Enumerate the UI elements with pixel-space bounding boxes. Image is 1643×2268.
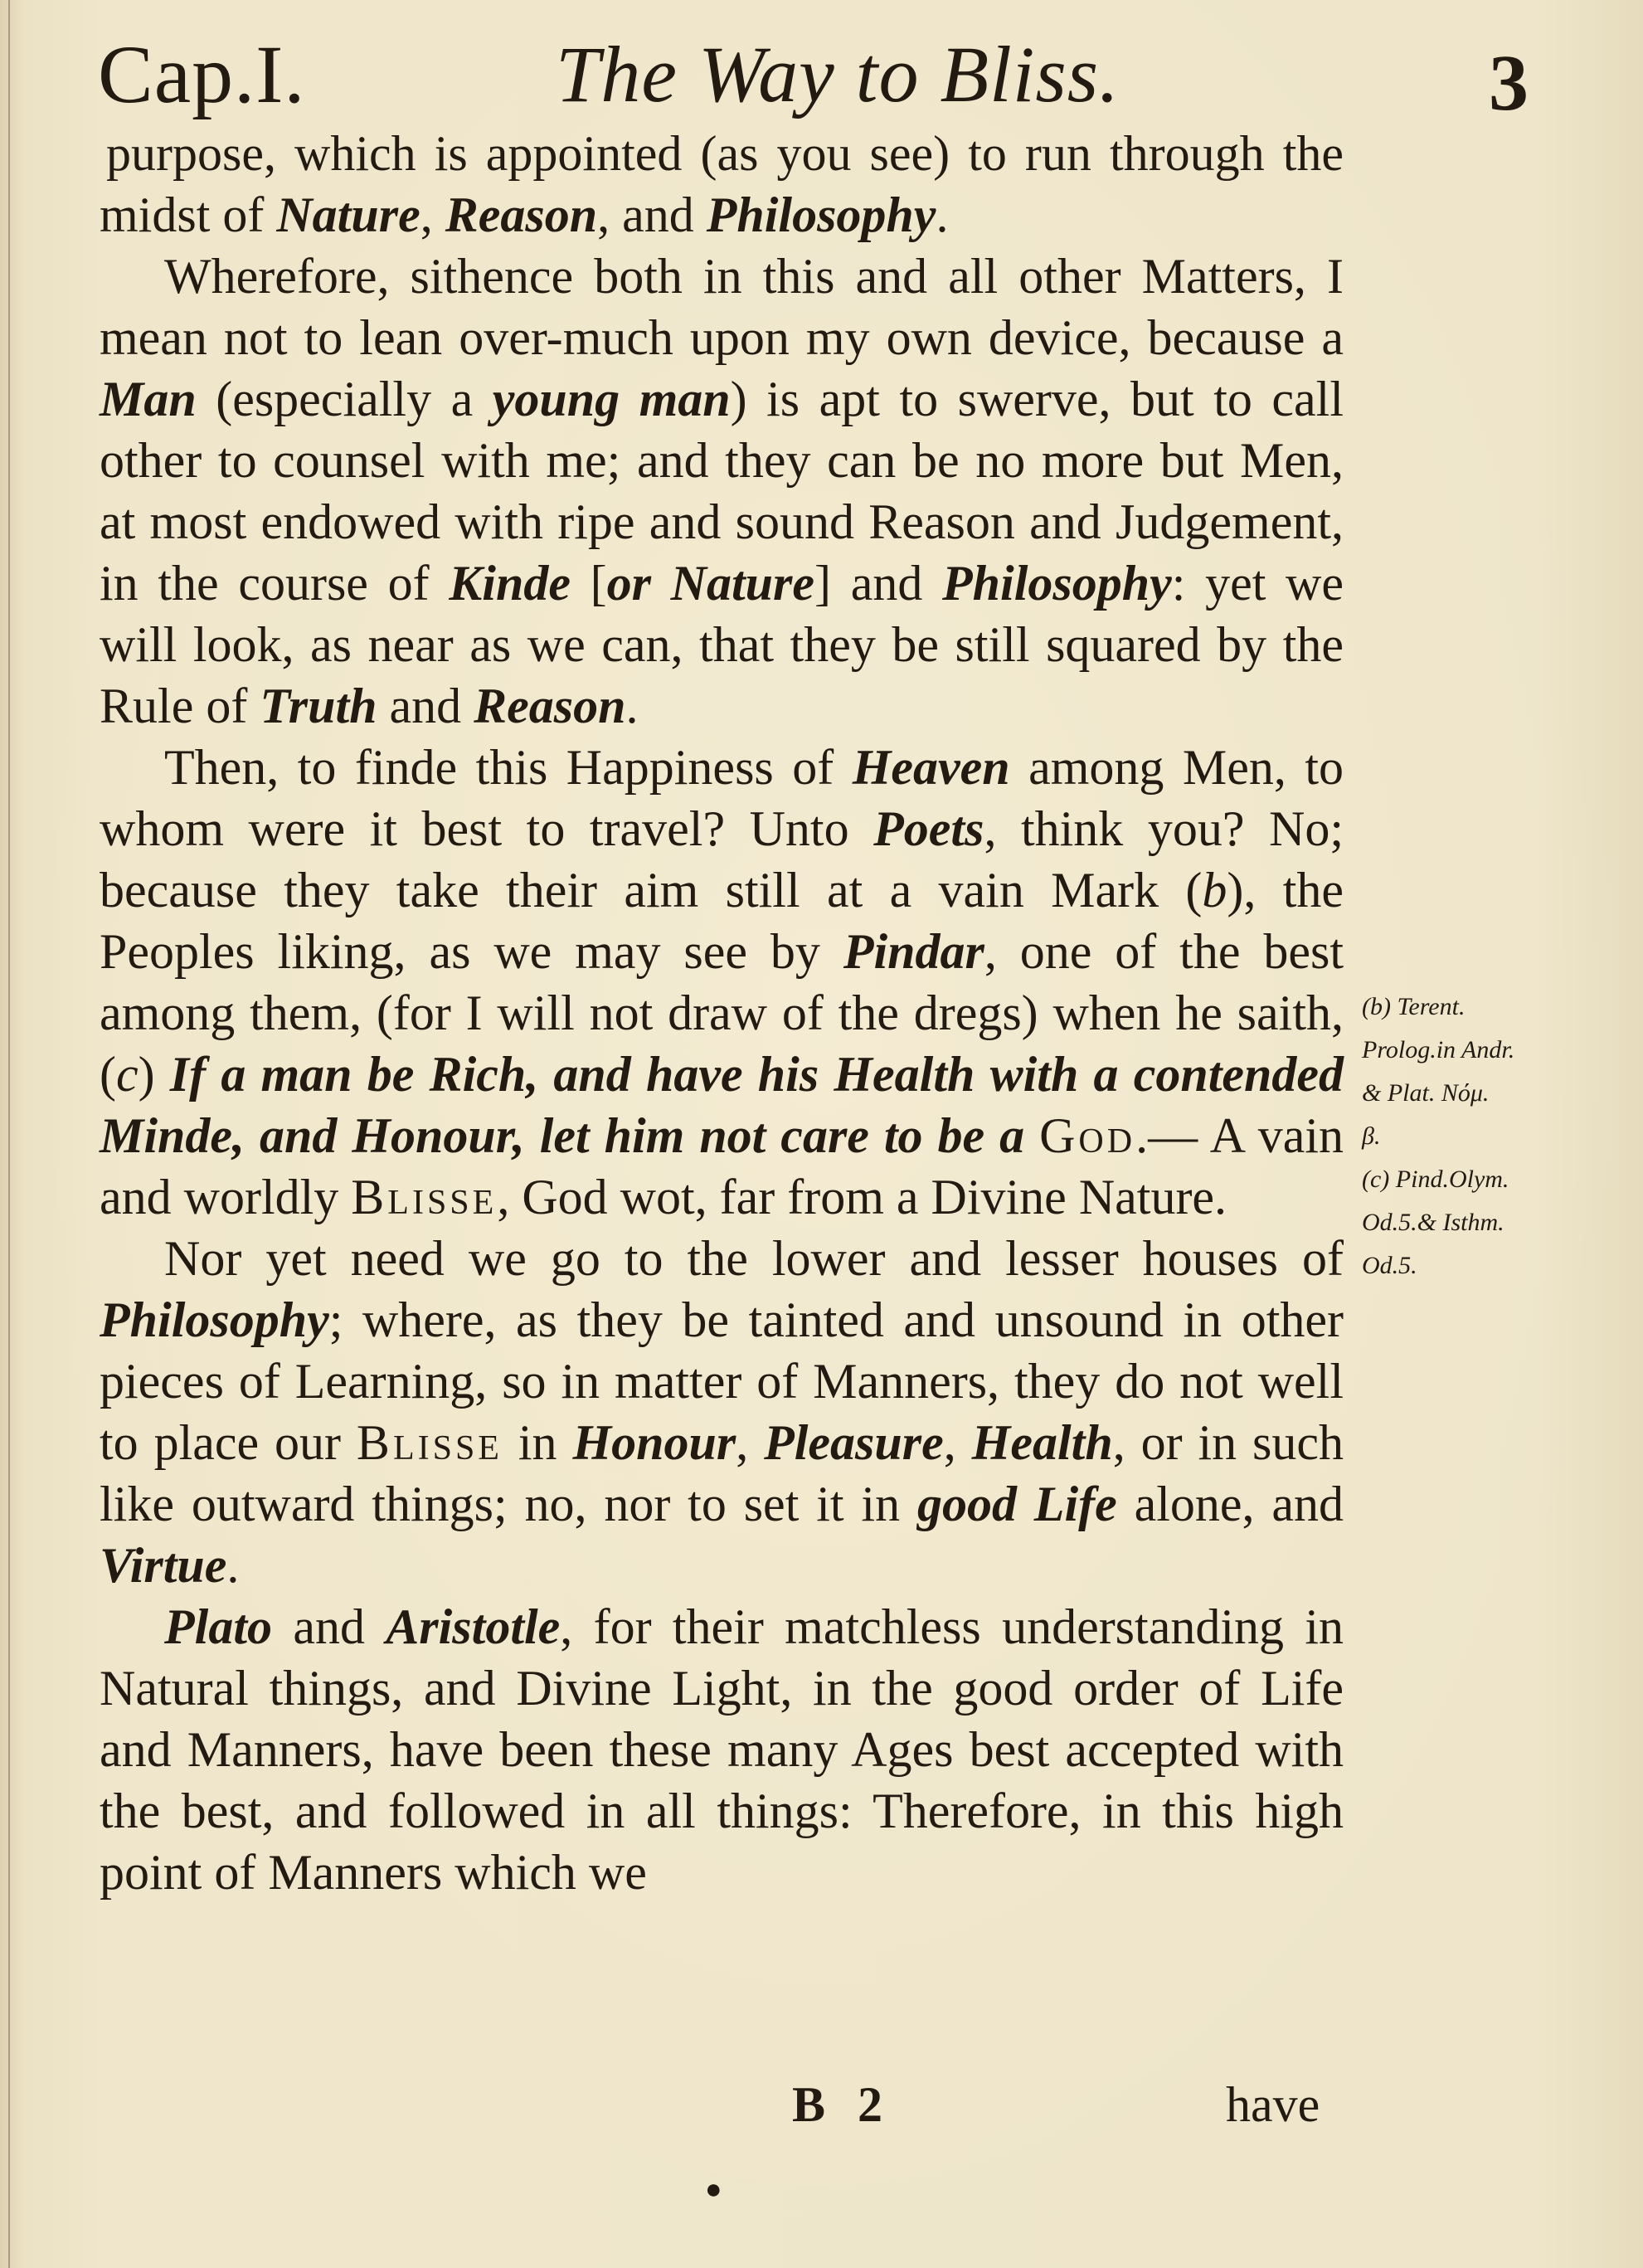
chapter-label: Cap.I.	[98, 28, 306, 120]
margin-note-c-line-2: Od.5.& Isthm.	[1362, 1209, 1504, 1236]
paragraph-1: purpose, which is appointed (as you see) to run through the midst of Nature, Reason, and Philosophy.	[100, 126, 1344, 242]
paragraph-2: Wherefore, sithence both in this and all other Matters, I mean not to lean over-much upon my own device, because a Man (especially a young man) is apt to swerve, but to call other to counsel with me; and they can be no more but Men, at most endowed with ripe and sound Reason and Judgement, in the course of Kinde [or Nature] and Philosophy: yet we will look, as near as we can, that they be still squared by the Rule of Truth and Reason.	[100, 249, 1344, 733]
paragraph-4: Nor yet need we go to the lower and lesser houses of Philosophy; where, as they be tainted and unsound in other pieces of Learning, so in matter of Manners, they do not well to place our Blisse in Honour, Pleasure, Health, or in such like outward things; no, nor to set it in good Life alone, and Virtue.	[100, 1231, 1344, 1593]
running-title: The Way to Bliss.	[556, 30, 1120, 119]
page-number: 3	[1489, 38, 1529, 127]
signature-mark: B 2	[792, 2077, 893, 2132]
margin-note-b-line-2: Prolog.in Andr.	[1362, 1036, 1515, 1063]
ink-dot-icon: ●	[705, 2174, 722, 2205]
margin-note-b-line-4: β.	[1362, 1122, 1381, 1150]
footnote-ref-b: b	[1202, 863, 1227, 917]
margin-note-b-line-1: (b) Terent.	[1362, 993, 1466, 1020]
pindar-quote: If a man be Rich, and have his Health with a contended Minde, and Honour, let him not care to be a	[100, 1047, 1344, 1163]
margin-note-c-line-1: (c) Pind.Olym.	[1362, 1166, 1509, 1193]
footnote-ref-c: c	[115, 1047, 139, 1102]
paragraph-5: Plato and Aristotle, for their matchless understanding in Natural things, and Divine Light, in the good order of Life and Manners, have been these many Ages best accepted with the best, and followed in all things: Therefore, in this high point of Manners which we	[100, 1599, 1344, 1900]
running-head	[0, 17, 1643, 133]
paragraph-3: Then, to finde this Happiness of Heaven among Men, to whom were it best to travel? Unto Poets, think you? No; because they take their aim still at a vain Mark (b), the Peoples liking, as we may see by Pindar, one of the best among them, (for I will not draw of the dregs) when he saith, (c) If a man be Rich, and have his Health with a contended Minde, and Honour, let him not care to be a God.— A vain and worldly Blisse, God wot, far from a Divine Nature.	[100, 740, 1344, 1224]
page-gutter-edge	[8, 0, 10, 2268]
margin-notes	[1362, 986, 1611, 1287]
catchword: have	[1226, 2077, 1320, 2132]
main-text	[100, 123, 1344, 1903]
page-footer	[0, 2074, 1643, 2140]
margin-note-b-line-3: & Plat. Νόμ.	[1362, 1079, 1490, 1107]
margin-note-c-line-3: Od.5.	[1362, 1252, 1417, 1279]
